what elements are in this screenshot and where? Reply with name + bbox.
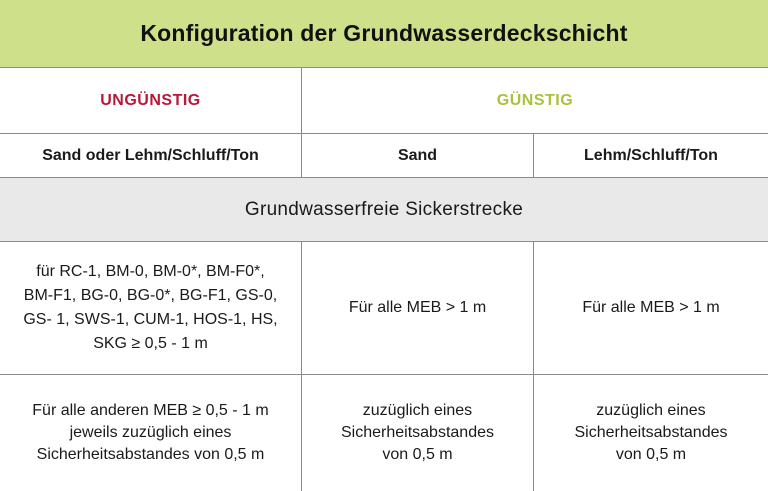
soil-type-sand: Sand — [302, 134, 534, 177]
row2-col1-line: Sicherheitsabstandes von 0,5 m — [36, 446, 265, 463]
row1-col1-line: für RC-1, BM-0, BM-0*, BM-F0*, — [36, 263, 265, 280]
row2-col2-line: Sicherheitsabstandes — [341, 424, 494, 441]
row1-sand-cell: Für alle MEB > 1 m — [302, 242, 534, 374]
row1-col1-line: BM-F1, BG-0, BG-0*, BG-F1, GS-0, — [23, 287, 278, 304]
row2-col2-line: von 0,5 m — [382, 446, 453, 463]
row1-col1-line: GS- 1, SWS-1, CUM-1, HOS-1, HS, — [23, 311, 278, 328]
table-title: Konfiguration der Grundwasserdeckschicht — [140, 20, 628, 46]
row2-loam-cell — [534, 375, 768, 491]
band-label: Grundwasserfreie Sickerstrecke — [244, 198, 524, 220]
category-favorable: GÜNSTIG — [496, 91, 574, 109]
band-row — [0, 178, 768, 242]
category-unfavorable: UNGÜNSTIG — [0, 68, 302, 133]
soil-type-row — [0, 134, 768, 178]
row2-col1-line: jeweils zuzüglich eines — [69, 424, 232, 441]
category-row — [0, 68, 768, 134]
row2-col3-line: zuzüglich eines — [596, 402, 706, 419]
table-row — [0, 375, 768, 491]
table-row — [0, 242, 768, 375]
row1-col1-line: SKG ≥ 0,5 - 1 m — [93, 335, 208, 352]
row2-col3-line: Sicherheitsabstandes — [574, 424, 728, 441]
row2-col3-line: von 0,5 m — [615, 446, 687, 463]
row1-unfavorable-cell — [0, 242, 302, 374]
soil-type-sand-or-loam: Sand oder Lehm/Schluff/Ton — [0, 134, 302, 177]
row2-unfavorable-cell — [0, 375, 302, 491]
row2-sand-cell — [302, 375, 534, 491]
row2-col2-line: zuzüglich eines — [362, 402, 473, 419]
soil-type-loam: Lehm/Schluff/Ton — [584, 146, 718, 164]
row2-col1-line: Für alle anderen MEB ≥ 0,5 - 1 m — [32, 402, 269, 419]
row1-loam-cell: Für alle MEB > 1 m — [582, 299, 720, 316]
title-row — [0, 0, 768, 68]
